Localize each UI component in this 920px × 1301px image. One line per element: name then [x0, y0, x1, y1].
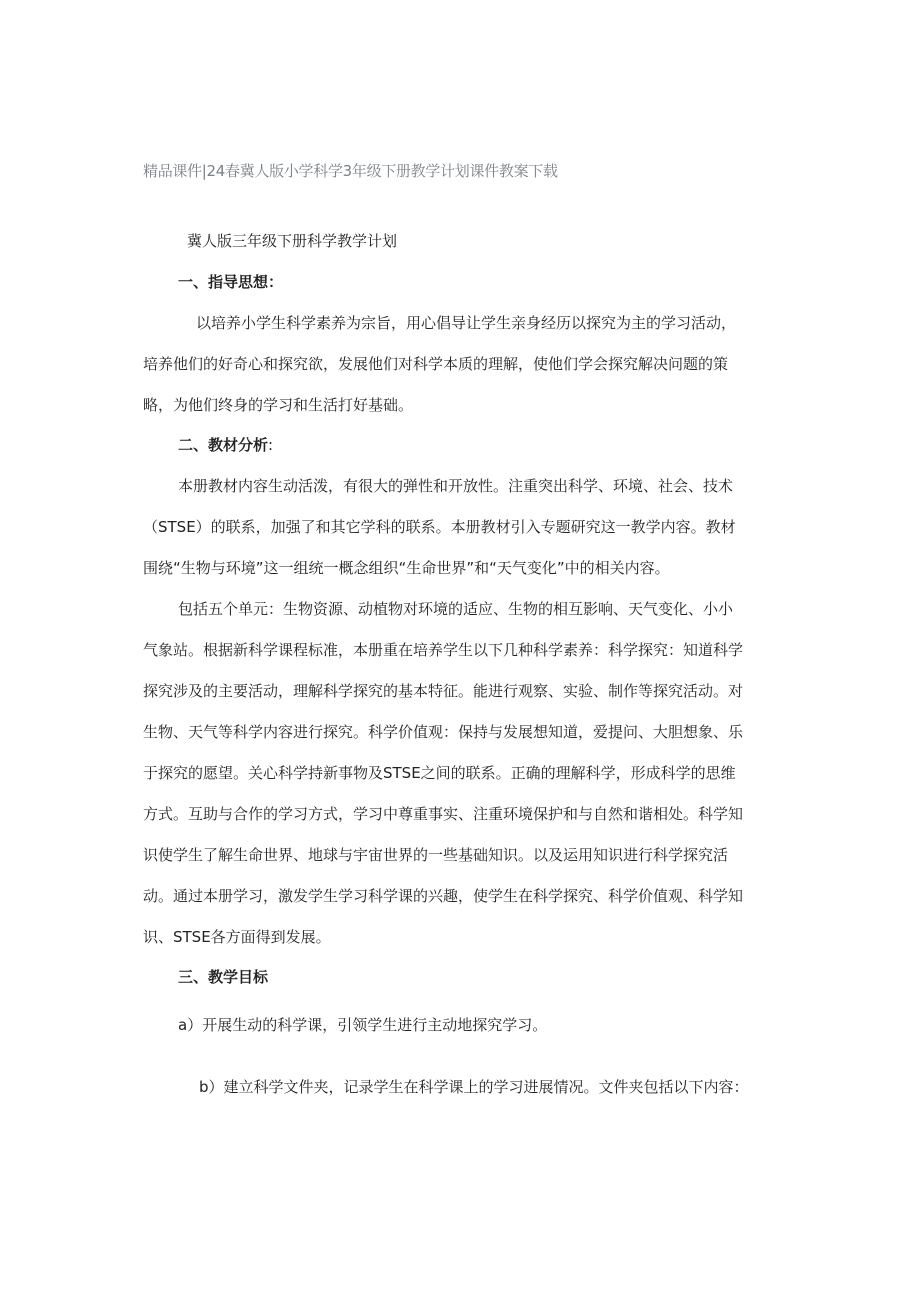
section-2-heading-suffix: :	[268, 436, 274, 454]
section-2-p2-line: 识、STSE各方面得到发展。	[143, 928, 331, 946]
section-2-p1-line: 围绕“生物与环境”这一组统一概念组织“生命世界”和“天气变化”中的相关内容。	[143, 559, 670, 577]
section-1-line: 培养他们的好奇心和探究欲，发展他们对科学本质的理解，使他们学会探究解决问题的策	[143, 355, 729, 373]
section-3-item-a: a）开展生动的科学课，引领学生进行主动地探究学习。	[178, 1016, 548, 1034]
section-2-heading: 二、教材分析	[178, 436, 269, 454]
section-2-p2-line: 探究涉及的主要活动，理解科学探究的基本特征。能进行观察、实验、制作等探究活动。对	[143, 682, 744, 700]
section-2-heading-wrap	[178, 435, 273, 455]
section-1-heading: 一、指导思想：	[178, 273, 284, 291]
section-2-p2-line: 于探究的愿望。关心科学持新事物及STSE之间的联系。正确的理解科学，形成科学的思维	[143, 764, 736, 782]
section-2-p1-line: 本册教材内容生动活泼，有很大的弹性和开放性。注重突出科学、环境、社会、技术	[178, 477, 734, 495]
section-2-p2-line: 气象站。根据新科学课程标准，本册重在培养学生以下几种科学素养：科学探究：知道科学	[143, 641, 744, 659]
section-3-item-b: b）建立科学文件夹，记录学生在科学课上的学习进展情况。文件夹包括以下内容：	[199, 1078, 749, 1096]
section-2-p2-line: 包括五个单元：生物资源、动植物对环境的适应、生物的相互影响、天气变化、小小	[178, 600, 734, 618]
section-3-heading: 三、教学目标	[178, 968, 269, 986]
section-2-p2-line: 生物、天气等科学内容进行探究。科学价值观：保持与发展想知道，爱提问、大胆想象、乐	[143, 723, 744, 741]
section-2-p2-line: 动。通过本册学习，激发学生学习科学课的兴趣，使学生在科学探究、科学价值观、科学知	[143, 887, 744, 905]
section-2-p1-line: （STSE）的联系，加强了和其它学科的联系。本册教材引入专题研究这一教学内容。教材	[143, 518, 736, 536]
page-header: 精品课件|24春冀人版小学科学3年级下册教学计划课件教案下载	[143, 162, 558, 180]
section-2-p2-line: 识使学生了解生命世界、地球与宇宙世界的一些基础知识。以及运用知识进行科学探究活	[143, 846, 729, 864]
section-1-line: 略，为他们终身的学习和生活打好基础。	[143, 396, 414, 414]
section-2-p2-line: 方式。互助与合作的学习方式，学习中尊重事实、注重环境保护和与自然和谐相处。科学知	[143, 805, 744, 823]
section-1-line: 以培养小学生科学素养为宗旨，用心倡导让学生亲身经历以探究为主的学习活动，	[196, 314, 737, 332]
doc-title: 冀人版三年级下册科学教学计划	[187, 232, 398, 250]
